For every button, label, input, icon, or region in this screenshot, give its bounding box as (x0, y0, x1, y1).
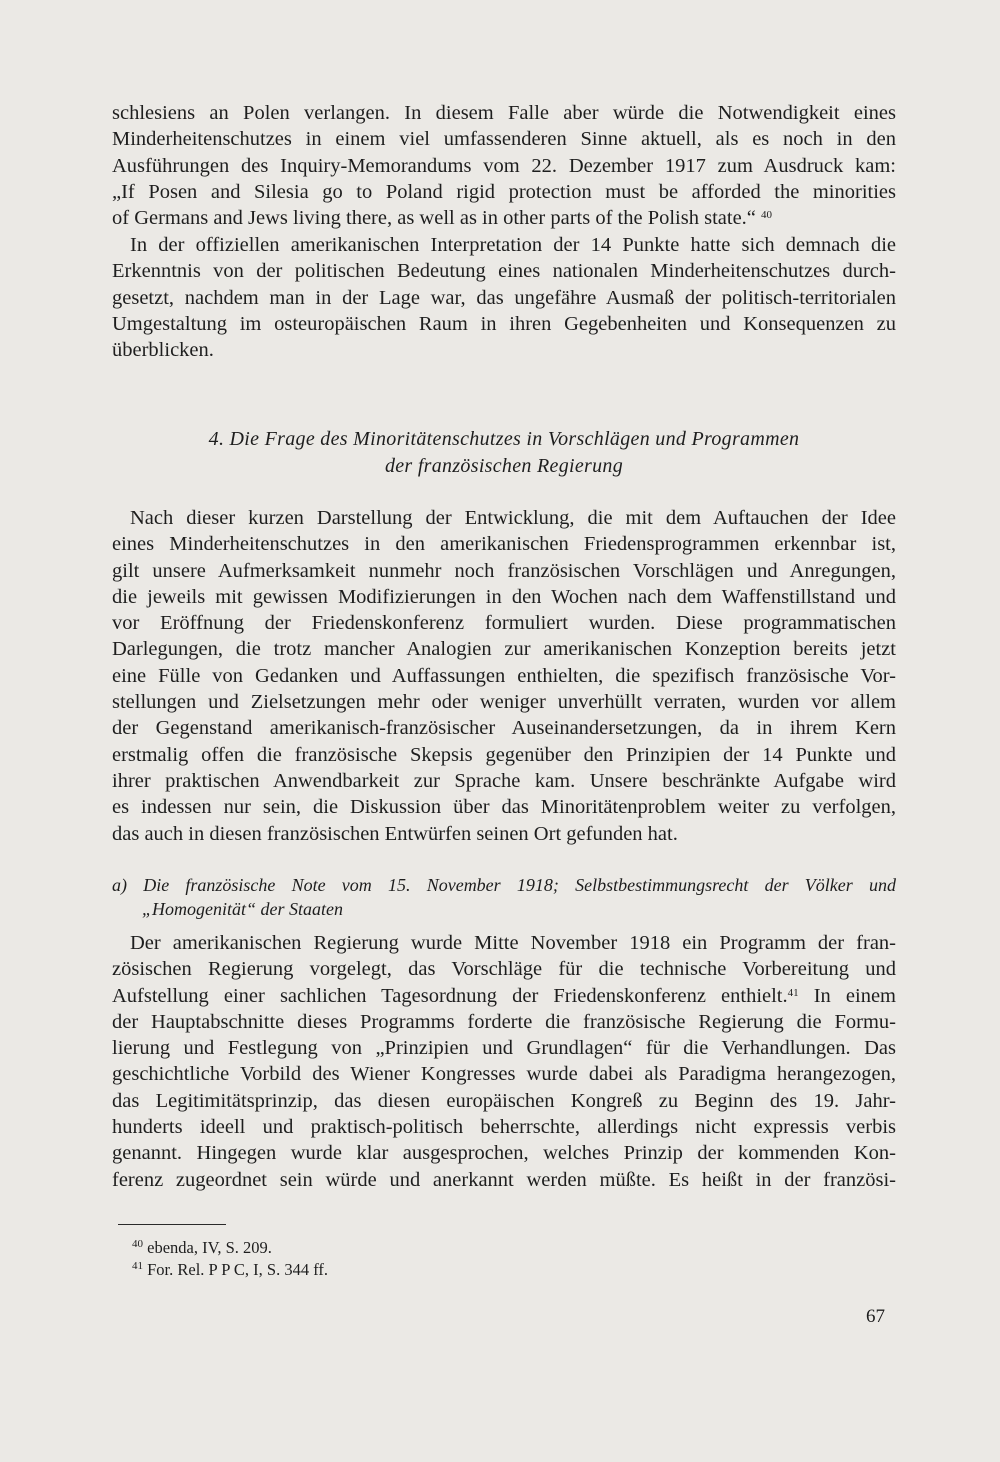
text-line: stellungen und Zielsetzungen mehr oder weniger unverhüllt verraten, wurden vor allem (112, 691, 896, 714)
text-line: gilt unsere Aufmerksamkeit nunmehr noch französischen Vorschlägen und Anregungen, (112, 559, 896, 582)
footnote-40 (132, 1237, 328, 1259)
text-line: ferenz zugeordnet sein würde und anerkannt werden müßte. Es heißt in der französi- (112, 1168, 896, 1191)
subsection-heading-line-2: „Homogenität“ der Staaten (142, 899, 343, 919)
section-heading-line-2: der französischen Regierung (384, 455, 624, 477)
text-line: Der amerikanischen Regierung wurde Mitte November 1918 ein Programm der fran- (130, 932, 896, 954)
footnote-41 (132, 1259, 328, 1281)
text-line: In der offiziellen amerikanischen Interpretation der 14 Punkte hatte sich demnach die (130, 234, 896, 256)
paragraph-1 (112, 100, 896, 231)
text-line: eines Minderheitenschutzes in den amerikanischen Friedensprogrammen erkennbar ist, (112, 533, 896, 556)
text-line: ihrer praktischen Anwendbarkeit zur Sprache kam. Unsere beschränkte Aufgabe wird (112, 769, 896, 792)
page-number: 67 (866, 1306, 885, 1327)
text-line: der Hauptabschnitte dieses Programms forderte die französische Regierung die Formu- (112, 1010, 896, 1033)
text-line: das Legitimitätsprinzip, das diesen europäischen Kongreß zu Beginn des 19. Jahr- (112, 1089, 896, 1112)
text-line: vor Eröffnung der Friedenskonferenz formuliert wurden. Diese programmatischen (112, 612, 896, 635)
text-line: Darlegungen, die trotz mancher Analogien zur amerikanischen Konzeption bereits jetzt (112, 638, 896, 661)
text-line: Nach dieser kurzen Darstellung der Entwicklung, die mit dem Auftauchen der Idee (130, 507, 896, 529)
text-line: der Gegenstand amerikanisch-französischer Auseinandersetzungen, da in ihrem Kern (112, 717, 896, 740)
text-line: eine Fülle von Gedanken und Auffassungen enthielten, die spezifisch französische Vor- (112, 664, 896, 687)
text-line: erstmalig offen die französische Skepsis gegenüber den Prinzipien der 14 Punkte und (112, 743, 896, 766)
text-line-with-ref (112, 205, 896, 231)
text-line: Ausführungen des Inquiry-Memorandums vom 22. Dezember 1917 zum Ausdruck kam: (112, 154, 896, 177)
text-line: schlesiens an Polen verlangen. In diesem Falle aber würde die Notwendigkeit eines (112, 102, 896, 124)
text-line: Aufstellung einer sachlichen Tagesordnung der Friedenskonferenz enthielt. (112, 984, 788, 1007)
text-line: Umgestaltung im osteuropäischen Raum in ihren Gegebenheiten und Konsequenzen zu (112, 312, 896, 335)
footnote-ref-40[interactable]: 40 (761, 209, 773, 222)
text-line: es indessen nur sein, die Diskussion über das Minoritätenproblem weiter zu verfolgen, (112, 796, 896, 819)
text-line: zösischen Regierung vorgelegt, das Vorschläge für die technische Vorbereitung und (112, 958, 896, 981)
footnote-divider (118, 1224, 226, 1225)
footnote-number: 41 (132, 1260, 143, 1272)
text-line: lierung und Festlegung von „Prinzipien und Grundlagen“ für die Verhandlungen. Das (112, 1037, 896, 1060)
section-heading (112, 426, 896, 480)
text-line: „If Posen and Silesia go to Poland rigid protection must be afforded the minorities (112, 180, 896, 203)
text-line: Erkenntnis von der politischen Bedeutung eines nationalen Minderheitenschutzes durch- (112, 260, 896, 283)
text-line-tail: In einem (813, 984, 896, 1007)
paragraph-2 (112, 232, 896, 363)
text-line: genannt. Hingegen wurde klar ausgesprochen, welches Prinzip der kommenden Kon- (112, 1142, 896, 1165)
text-line: hunderts ideell und praktisch-politisch beherrschte, allerdings nicht expressis verbis (112, 1116, 896, 1139)
footnotes (132, 1237, 328, 1281)
footnote-text: For. Rel. P P C, I, S. 344 ff. (147, 1260, 329, 1279)
footnote-ref-41[interactable]: 41 (787, 986, 799, 999)
text-line: gesetzt, nachdem man in der Lage war, das ungefähre Ausmaß der politisch-territorialen (112, 286, 896, 309)
footnote-text: ebenda, IV, S. 209. (147, 1238, 272, 1257)
text-line: Minderheitenschutzes in einem viel umfassenderen Sinne aktuell, als es noch in den (112, 128, 896, 151)
text-line: das auch in diesen französischen Entwürfen seinen Ort gefunden hat. (112, 822, 678, 845)
section-heading-line-1: 4. Die Frage des Minoritätenschutzes in Vorschlägen und Programmen (208, 428, 800, 450)
footnote-number: 40 (132, 1238, 143, 1250)
text-line: überblicken. (112, 339, 214, 362)
subsection-heading (112, 873, 896, 921)
paragraph-4 (112, 930, 896, 1193)
subsection-heading-line-1: a) Die französische Note vom 15. November 1918; Selbstbestimmungsrecht der Völker und (112, 875, 896, 895)
paragraph-3 (112, 505, 896, 847)
text-line: die jeweils mit gewissen Modifizierungen in den Wochen nach dem Waffenstillstand und (112, 585, 896, 608)
text-line: of Germans and Jews living there, as well as in other parts of the Polish state.“ (112, 207, 756, 230)
text-line-with-ref (112, 983, 896, 1009)
text-line: geschichtliche Vorbild des Wiener Kongresses wurde dabei als Paradigma herangezogen, (112, 1063, 896, 1086)
